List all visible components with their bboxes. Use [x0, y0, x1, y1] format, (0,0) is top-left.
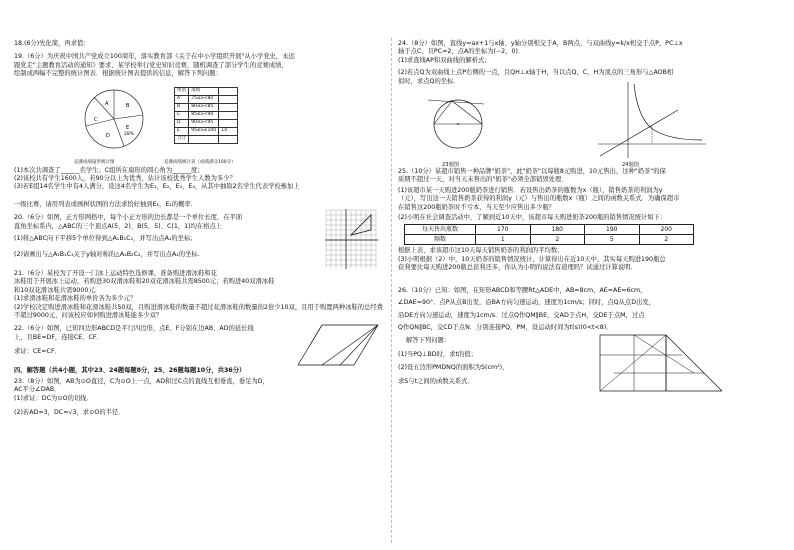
sales-header-cell: 200 — [639, 225, 694, 235]
q21-line: 和10双花滑冰鞋共需9000元． — [14, 286, 102, 294]
pie-chart — [80, 85, 150, 155]
q24-line: (1)求直线AP和双曲线的解析式； — [398, 56, 491, 64]
pie-label-d: D — [106, 132, 110, 139]
sales-cell: 2 — [530, 235, 585, 245]
sales-table — [404, 224, 783, 245]
q24-line: 似时，求点Q的坐标． — [398, 77, 460, 85]
q20-line: (1)将△ABC向下平移5个单位得到△A₁B₁C₁，并写出点A₁的坐标； — [14, 235, 197, 243]
q26-line: 求S与t之间的函数关系式． — [398, 377, 474, 385]
left-column — [14, 40, 386, 417]
fig24-caption: 24题图 — [622, 162, 639, 169]
q26-line: 解答下列问题： — [406, 337, 451, 345]
sales-cell: 5 — [585, 235, 640, 245]
sales-header-cell: 170 — [476, 225, 531, 235]
q23-q24-figures — [398, 88, 783, 168]
q22-line: 上，且BE=DF，连接CE、CF． — [14, 333, 103, 341]
q24-line: 轴于点C，且PC=2，点A的坐标为(−2，0)． — [398, 48, 525, 56]
table-cell: B — [175, 103, 189, 111]
sales-cell: 2 — [639, 235, 694, 245]
table-cell: 14 — [219, 127, 238, 135]
table-cell — [219, 95, 238, 103]
table-cell: D — [175, 119, 189, 127]
pie-label-a: A — [105, 100, 109, 107]
hyperbola-figure — [594, 80, 710, 162]
section-4-header: 四、解答题（共4小题，其中23、24题每题8分，25、26题每题10分，共36分） — [14, 367, 246, 375]
q26-line: (1)当PQ⊥BD时，求t的值； — [398, 350, 477, 358]
q25-line: 在销售这200瓶奶茶时不亏本，当天至少应售出多少瓶？ — [398, 203, 555, 211]
table-cell — [219, 103, 238, 111]
pie-label-c: C — [94, 116, 98, 123]
question-19 — [14, 53, 386, 78]
q21-line: 冰鞋用于开展冰上运动，若购进30双滑冰鞋和20双花滑冰鞋共需8500元；若购进40双滑冰鞋 — [14, 278, 275, 286]
table-cell: 组别 — [175, 87, 189, 95]
q24-line: 24.（8分）如图，直线y=ax+1与x轴、y轴分别相交于A，B两点，与双曲线y=k/x相交于点P，PC⊥x — [398, 40, 683, 47]
q26-line: 26.（10分）已知：如图，在矩形ABCD和等腰Rt△ADE中，AB=8cm，AE=AE=6cm， — [398, 286, 647, 294]
question-24 — [398, 40, 783, 86]
q19-line: 跟党走"主题教育活动的通知》要求，某学校举行党史知识竞赛，随机调查了部分学生的竞赛成绩， — [14, 61, 288, 69]
q25-after-line: 根据上表，求该超市这10天每天销售奶茶的利润的平均数； — [398, 247, 564, 255]
right-column — [398, 40, 783, 386]
q21-line: (2)学校决定购进滑冰鞋和花滑冰鞋共50双，且购进滑冰鞋的数量不超过花滑冰鞋的数量的2倍少10双，且用于购置两种冰鞋的总经费 — [14, 303, 383, 311]
pie-label-e: E — [126, 124, 130, 131]
circle-figure — [418, 88, 498, 160]
q19-sub-3: (3)若E组14名学生中有4人满分，设这4名学生为E₁，E₂，E₃，E₄，从其中抽取2名学生代表学校参加上 — [14, 183, 300, 191]
q23-line: (2)若AD=3，DC=√3，求⊙O的半径． — [14, 408, 125, 416]
q23-line: (1)求证：DC为⊙O的切线． — [14, 394, 93, 402]
table-cell — [219, 87, 238, 95]
table-cell — [219, 119, 238, 127]
q25-line: 质期不超过一天，对当天未售出的"奶茶"必须全部销毁处理． — [398, 176, 568, 184]
q24-line: (2)若点Q为双曲线上点P右侧的一点，且QH⊥x轴于H，当以点Q，C，H为顶点的三角形与△AOB相 — [398, 69, 674, 77]
q19-figures — [14, 81, 386, 167]
q19-subquestions — [14, 167, 386, 210]
q19-sub-1: (1)本次共调查了______名学生；C组所在扇形的圆心角为______度； — [14, 166, 204, 174]
q19-line: 19.（6分）为庆祝中国共产党成立100周年，落实教育部《关于在中小学组织开展"从小学党史，永远 — [14, 53, 295, 61]
q19-sub-3b: 一级比赛，请用列表或画树状图的方法求恰好抽到E₁，E₂的概率． — [14, 200, 198, 208]
q23-line: 23.（8分）如图，AB为⊙O直径，C为⊙O上一点，AD和过C点的直线互相垂直，垂足为D， — [14, 377, 269, 385]
pie-caption: 竞赛成绩扇形统计图 — [74, 159, 115, 165]
column-divider — [391, 38, 392, 543]
q26-line: Q作QN∥BC，交CD于点N．分别连接PQ，PM，设运动时间为t(s)(0<t<8)． — [398, 323, 613, 331]
question-26 — [398, 287, 783, 386]
sales-header-cell: 180 — [530, 225, 585, 235]
q26-line: (2)设五边形PMDNQ的面积为S(cm²)， — [398, 364, 509, 372]
table-cell: 95≤x≤100 — [189, 127, 219, 135]
pie-label-percent: 28% — [124, 131, 135, 137]
question-23 — [14, 378, 386, 418]
question-20 — [14, 214, 386, 260]
question-21 — [14, 270, 386, 320]
q22-line: 求证：CE=CF． — [14, 348, 61, 356]
q21-line: (1)求滑冰鞋和花滑冰鞋的单价各为多少元？ — [14, 295, 137, 303]
q25-after-line: (3)小明根据（2）中，10天奶茶的销售情况统计，计算得出在近10天中，其实每天购进190瓶总 — [398, 255, 666, 263]
q19-sub-2: (2)该校共有学生1600人，若90分以上为优秀，估计该校优秀学生人数为多少？ — [14, 175, 236, 183]
table-cell: 80≤x<85 — [189, 103, 219, 111]
q19-line: 绘制成两幅不完整的统计图表．根据统计图表提供的信息，解答下列问题： — [14, 70, 222, 78]
sales-header-cell: 190 — [585, 225, 640, 235]
q20-line: 直角坐标系内，△ABC的三个顶点A(5，2)、B(5，5)、C(1，1)均在格点上 — [14, 222, 223, 230]
table-cell: A — [175, 95, 189, 103]
table-cell: 成绩 — [189, 87, 219, 95]
fig23-caption: 23题图 — [442, 162, 459, 169]
sales-header-cell: 每天售出瓶数 — [405, 225, 476, 235]
coordinate-grid — [324, 208, 380, 270]
q20-line: (2)请画出与△A₁B₁C₁关于y轴对称的△A₂B₂C₂，并写出点A₂的坐标. — [14, 251, 200, 259]
sales-cell: 频数 — [405, 235, 476, 245]
q25-line: (1)该超市某一天购进200瓶奶茶进行销售．若设售出奶茶的瓶数为x（瓶），销售奶茶的利润为y — [398, 186, 663, 194]
table-cell: 75≤x<80 — [189, 95, 219, 103]
table-cell: 85≤x<90 — [189, 111, 219, 119]
q22-line: 22.（6分）如图，已知四边形ABCD是平行四边形，点E、F分别在边AB、AD的延长线 — [14, 325, 254, 333]
rectangle-figure — [594, 331, 730, 397]
question-22 — [14, 325, 386, 367]
parallelogram-figure — [292, 321, 384, 369]
table-cell — [189, 135, 219, 143]
table-cell: 合计 — [175, 135, 189, 143]
question-18: 18.(6分)先化简，再求值： — [14, 40, 90, 47]
sales-cell: 1 — [476, 235, 531, 245]
table-cell — [219, 111, 238, 119]
q26-line: 沿DE方向匀速运动，速度为1cm/s．过点Q作QM∥BE，交AD于点H，交DE于点M，过点 — [398, 311, 645, 319]
table-cell: E — [175, 127, 189, 135]
q25-after-line: 获利要比每天购进200瓶总获利还多，你认为小明的说法有道理吗？试通过计算说明. — [398, 264, 633, 272]
table-cell — [219, 135, 238, 143]
q25-line: （元），写出这一天销售奶茶获得的利润y（元）与售出的瓶数x（瓶）之间的函数关系式．为确保超市 — [398, 195, 680, 203]
question-25 — [398, 168, 783, 222]
table-cell: C — [175, 111, 189, 119]
q23-line: AC平分∠DAB． — [14, 386, 61, 394]
q25-line: (2)小明在社会调查活动中，了解到近10天中，该超市每天购进奶茶200瓶的销售情况统计如下： — [398, 214, 667, 222]
table-caption: 竞赛成绩统计表（成绩满分100分） — [164, 159, 236, 165]
pie-label-b: B — [126, 102, 130, 109]
q25-continued — [398, 247, 783, 272]
q26-line: ∠DAE=90°．点P从点B出发，沿BA方向匀速运动，速度为1cm/s；同时，点Q从点D出发， — [398, 299, 655, 307]
q20-line: 20.（6分）如图，正方形网格中，每个小正方形的边长都是一个单位长度，在平面 — [14, 214, 243, 222]
score-table — [174, 87, 238, 144]
q21-line: 21.（6分）某校为了开设一门冰上运动特色选修课，准备购进滑冰鞋和花 — [14, 269, 217, 277]
q21-line: 不超过9000元，问该校应如何购进滑冰鞋能多少双？ — [14, 311, 163, 319]
q25-line: 25.（10分）某超市销售一种品牌"奶茶"，此"奶茶"以每瓶8元购进，10元售出，这种"奶茶"的保 — [398, 168, 666, 176]
table-cell: 90≤x<95 — [189, 119, 219, 127]
